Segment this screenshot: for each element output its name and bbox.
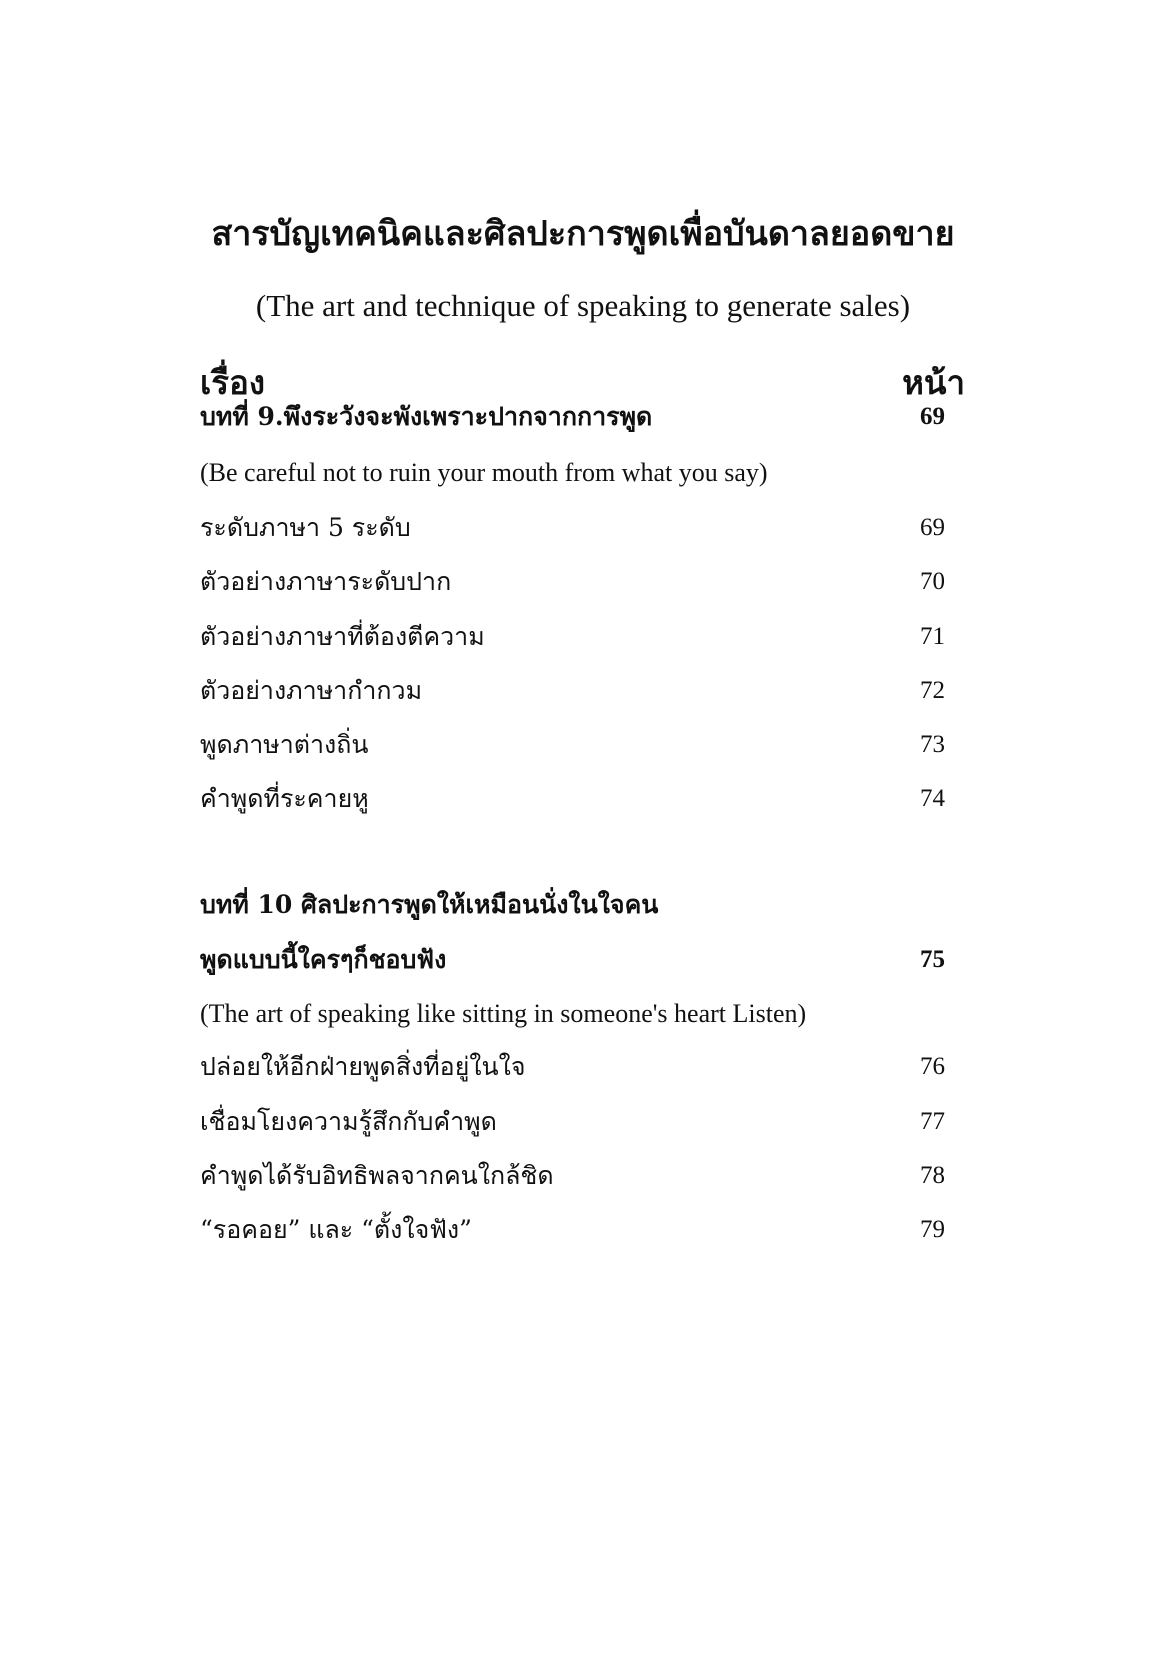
chapter-title: บทที่ 9.พึงระวังจะพังเพราะปากจากการพูด [200,402,653,431]
entry-label: คำพูดได้รับอิทธิพลจากคนใกล้ชิด [200,1161,554,1190]
entry-label: คำพูดที่ระคายหู [200,784,369,813]
page-number: 74 [920,785,945,812]
entry-label: ตัวอย่างภาษากำกวม [200,676,423,705]
page-number: 77 [920,1108,945,1135]
translation-text: (The art of speaking like sitting in someone's heart Listen) [200,999,807,1028]
entry-label: ระดับภาษา 5 ระดับ [200,513,411,542]
page-number: 78 [920,1162,945,1189]
entry-label: เชื่อมโยงความรู้สึกกับคำพูด [200,1107,497,1136]
page-number: 72 [920,677,945,704]
page-number: 73 [920,731,945,758]
page-number: 71 [920,623,945,650]
chapter-title: บทที่ 10 ศิลปะการพูดให้เหมือนนั่งในใจคน [200,890,659,919]
entry-label: ตัวอย่างภาษาที่ต้องตีความ [200,622,485,651]
toc-subtitle: (The art and technique of speaking to generate sales) [255,288,911,323]
entry-label: ปล่อยให้อีกฝ่ายพูดสิ่งที่อยู่ในใจ [200,1052,526,1081]
page-number: 69 [920,403,945,430]
topic-column-label: เรื่อง [200,363,265,402]
page-number: 75 [920,946,945,973]
entry-label: “รอคอย” และ “ตั้งใจฟัง” [200,1215,472,1244]
page-number: 69 [920,514,945,541]
translation-text: (Be careful not to ruin your mouth from what you say) [200,458,768,487]
page-column-label: หน้า [902,363,965,402]
entry-label: ตัวอย่างภาษาระดับปาก [200,567,452,596]
page-number: 76 [920,1053,945,1080]
entry-label: พูดภาษาต่างถิ่น [200,730,369,759]
toc-title: สารบัญเทคนิคและศิลปะการพูดเพื่อบันดาลยอดขาย [211,214,955,254]
page-number: 70 [920,568,945,595]
chapter-title-continued: พูดแบบนี้ใครๆก็ชอบฟัง [200,945,447,974]
page-number: 79 [920,1216,945,1243]
